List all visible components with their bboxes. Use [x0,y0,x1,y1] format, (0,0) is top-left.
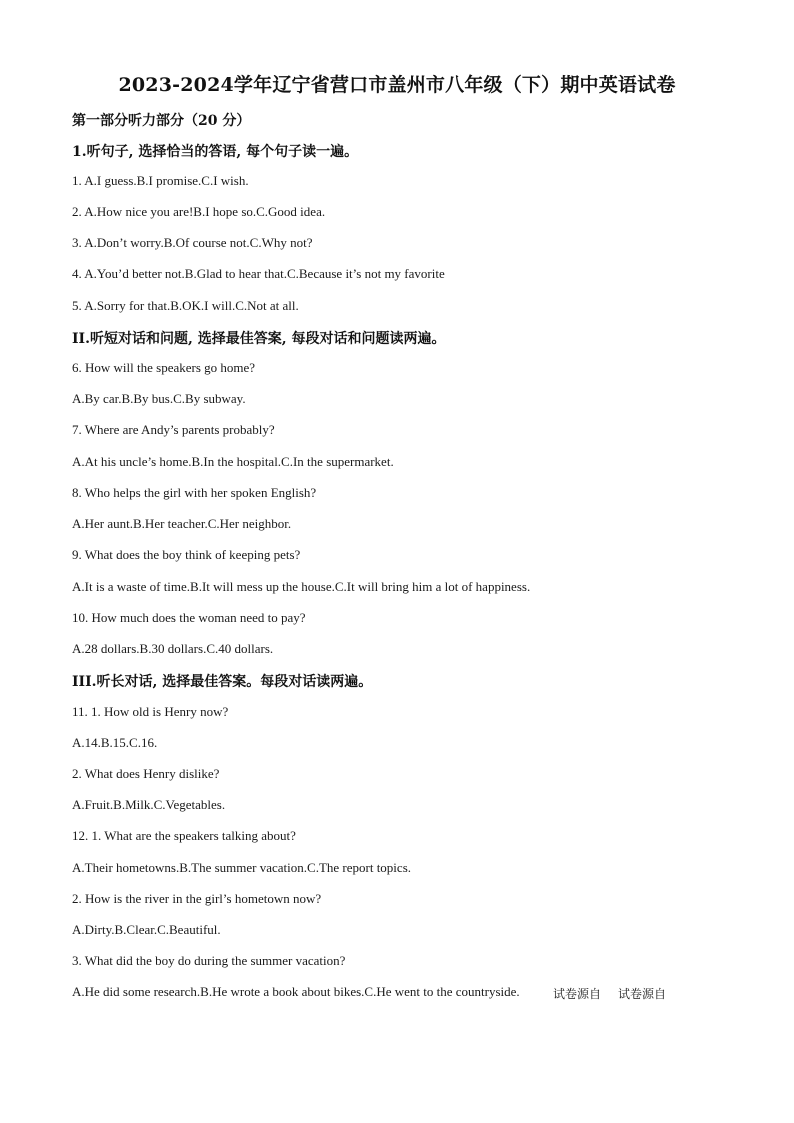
question-12-3-options: A.He did some research.B.He wrote a book about bikes.C.He went to the countryside. [72,984,520,999]
watermark-text: 试卷源自 [553,987,602,1001]
exam-title: 2023-2024学年辽宁省营口市盖州市八年级（下）期中英语试卷 [118,74,676,96]
question-10-options: A.28 dollars.B.30 dollars.C.40 dollars. [72,641,274,656]
question-11-2: 2. What does Henry dislike? [72,766,220,781]
question-9-options: A.It is a waste of time.B.It will mess up the house.C.It will bring him a lot of happiness. [72,579,531,594]
question-11-2-options: A.Fruit.B.Milk.C.Vegetables. [72,797,226,812]
question-6: 6. How will the speakers go home? [72,360,256,375]
question-12-1-options: A.Their hometowns.B.The summer vacation.C.The report topics. [72,860,412,875]
question-8: 8. Who helps the girl with her spoken English? [72,485,317,500]
question-9: 9. What does the boy think of keeping pets? [72,547,301,562]
question-8-options: A.Her aunt.B.Her teacher.C.Her neighbor. [72,516,292,531]
question-7-options: A.At his uncle’s home.B.In the hospital.C.In the supermarket. [72,454,394,469]
section-1-heading: 1.听句子, 选择恰当的答语, 每个句子读一遍。 [72,144,359,160]
question-11-1-options: A.14.B.15.C.16. [72,735,158,750]
question-12-3: 3. What did the boy do during the summer vacation? [72,953,346,968]
question-1: 1. A.I guess.B.I promise.C.I wish. [72,173,249,188]
question-3: 3. A.Don’t worry.B.Of course not.C.Why not? [72,235,313,250]
section-2-heading: II.听短对话和问题, 选择最佳答案, 每段对话和问题读两遍。 [72,331,446,347]
question-7: 7. Where are Andy’s parents probably? [72,422,275,437]
question-6-options: A.By car.B.By bus.C.By subway. [72,391,246,406]
question-4: 4. A.You’d better not.B.Glad to hear that.C.Because it’s not my favorite [72,266,445,281]
question-2: 2. A.How nice you are!B.I hope so.C.Good idea. [72,204,326,219]
question-12-2: 2. How is the river in the girl’s hometown now? [72,891,322,906]
watermark-text: 试卷源自 [618,987,667,1001]
question-11-1: 11. 1. How old is Henry now? [72,704,229,719]
section-3-heading: III.听长对话, 选择最佳答案。每段对话读两遍。 [72,674,373,690]
question-10: 10. How much does the woman need to pay? [72,610,306,625]
question-12-2-options: A.Dirty.B.Clear.C.Beautiful. [72,922,221,937]
part-heading: 第一部分听力部分（20 分） [72,113,251,129]
question-12-1: 12. 1. What are the speakers talking about? [72,828,296,843]
question-5: 5. A.Sorry for that.B.OK.I will.C.Not at all. [72,298,299,313]
